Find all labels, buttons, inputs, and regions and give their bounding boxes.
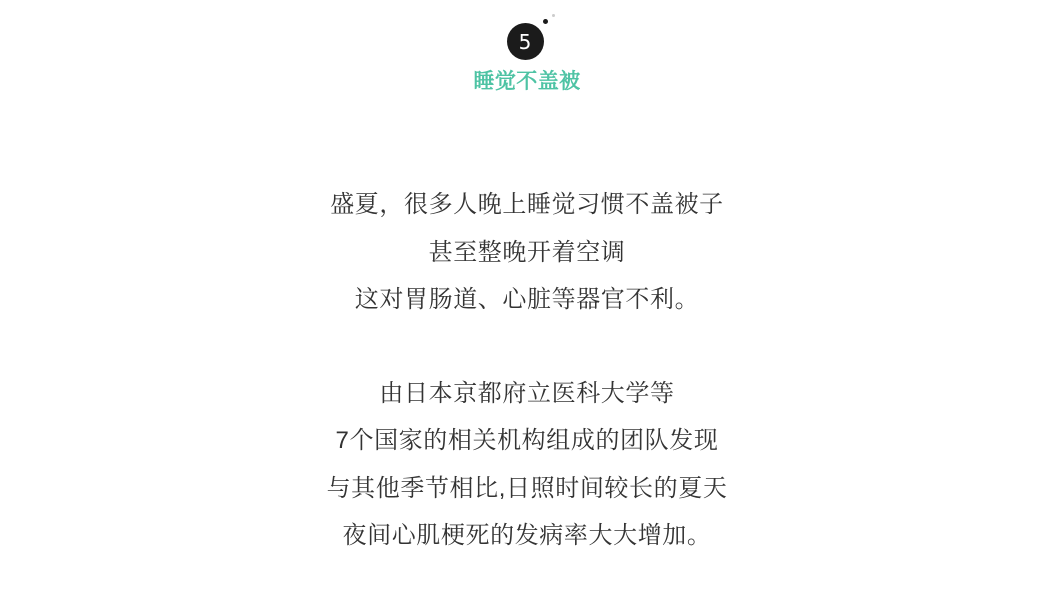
paragraph-1: [0, 181, 1054, 324]
accent-dot-icon: [543, 19, 548, 24]
text-line: 盛夏，很多人晚上睡觉习惯不盖被子: [330, 191, 724, 218]
text-line: 由日本京都府立医科大学等: [379, 379, 675, 407]
paragraph-2: [0, 370, 1054, 560]
section-number-label: 5: [518, 29, 532, 54]
section-number-area: [0, 0, 1054, 60]
text-line: 夜间心肌梗死的发病率大大增加。: [342, 522, 712, 549]
text-line: 与其他季节相比,日照时间较长的夏天: [326, 474, 728, 502]
section-title: 睡觉不盖被: [473, 70, 581, 93]
text-line: 这对胃肠道、心脏等器官不利。: [354, 286, 700, 313]
text-line: 7个国家的相关机构组成的团队发现: [335, 427, 719, 454]
accent-dot-small-icon: [552, 14, 555, 17]
section-number-badge: [507, 23, 544, 60]
text-line: 甚至整晚开着空调: [428, 238, 626, 266]
